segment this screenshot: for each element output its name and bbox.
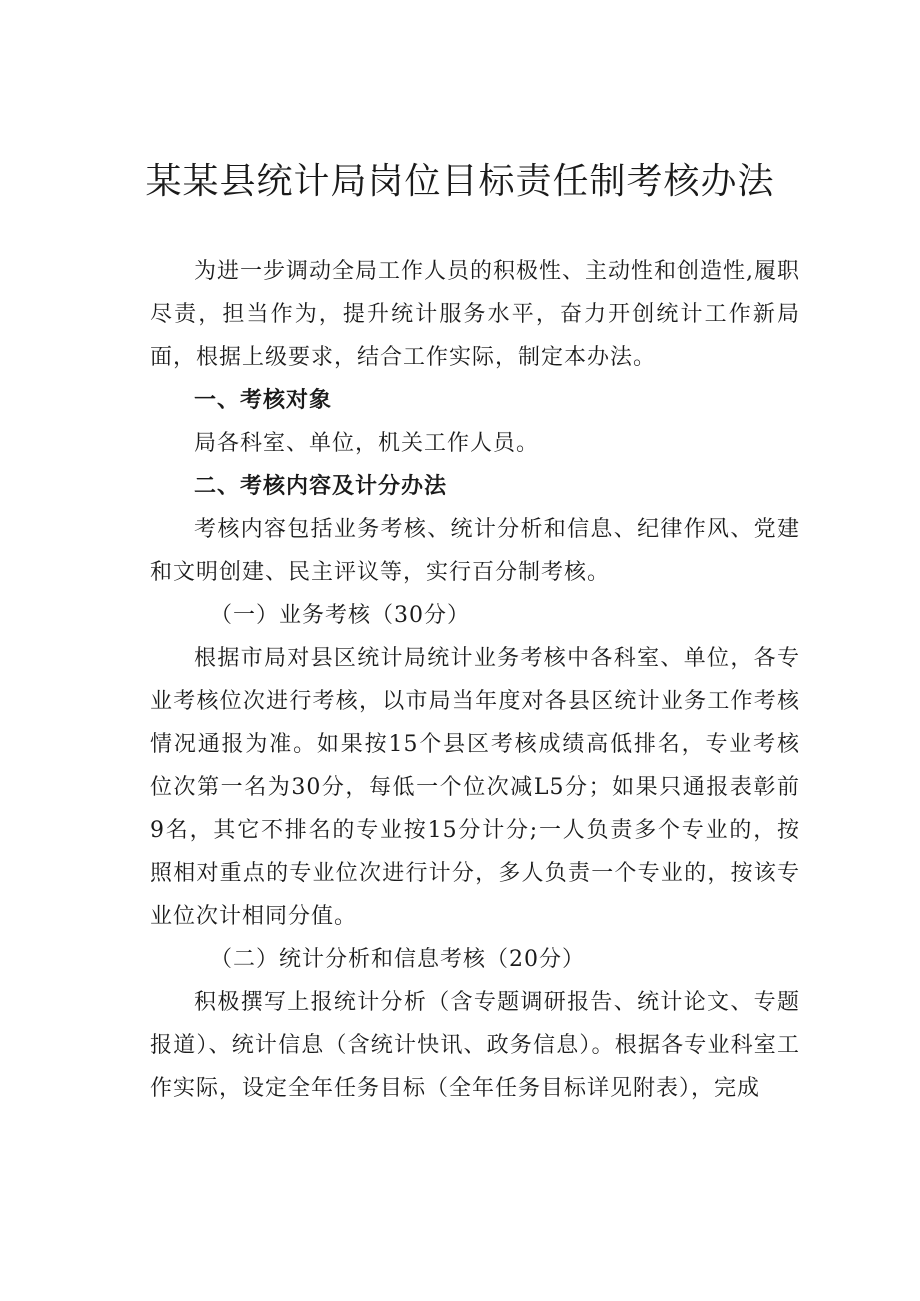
section-2-heading: 二、考核内容及计分办法 (194, 474, 448, 499)
subsection-2-heading: （二）统计分析和信息考核（20分） (210, 947, 585, 972)
document-body (150, 250, 800, 1110)
section-2-paragraph: 考核内容包括业务考核、统计分析和信息、纪律作风、党建和文明创建、民主评议等，实行百分制考核。 (150, 517, 800, 585)
document-title: 某某县统计局岗位目标责任制考核办法 (145, 161, 775, 202)
subsection-2-paragraph: 积极撰写上报统计分析（含专题调研报告、统计论文、专题报道）、统计信息（含统计快讯、政务信息）。根据各专业科室工作实际，设定全年任务目标（全年任务目标详见附表），完成 (150, 990, 800, 1101)
subsection-1-heading: （一）业务考核（30分） (210, 603, 470, 628)
section-1-heading: 一、考核对象 (194, 388, 333, 413)
section-1-paragraph: 局各科室、单位，机关工作人员。 (194, 431, 540, 456)
intro-paragraph: 为进一步调动全局工作人员的积极性、主动性和创造性,履职尽责，担当作为，提升统计服务水平，奋力开创统计工作新局面，根据上级要求，结合工作实际，制定本办法。 (150, 259, 800, 370)
subsection-1-paragraph: 根据市局对县区统计局统计业务考核中各科室、单位，各专业考核位次进行考核，以市局当年度对各县区统计业务工作考核情况通报为准。如果按15个县区考核成绩高低排名，专业考核位次第一名为30分，每低一个位次减L5分；如果只通报表彰前9名，其它不排名的专业按15分计分;一人负责多个专业的，按照相对重点的专业位次进行计分，多人负责一个专业的，按该专业位次计相同分值。 (150, 646, 800, 929)
